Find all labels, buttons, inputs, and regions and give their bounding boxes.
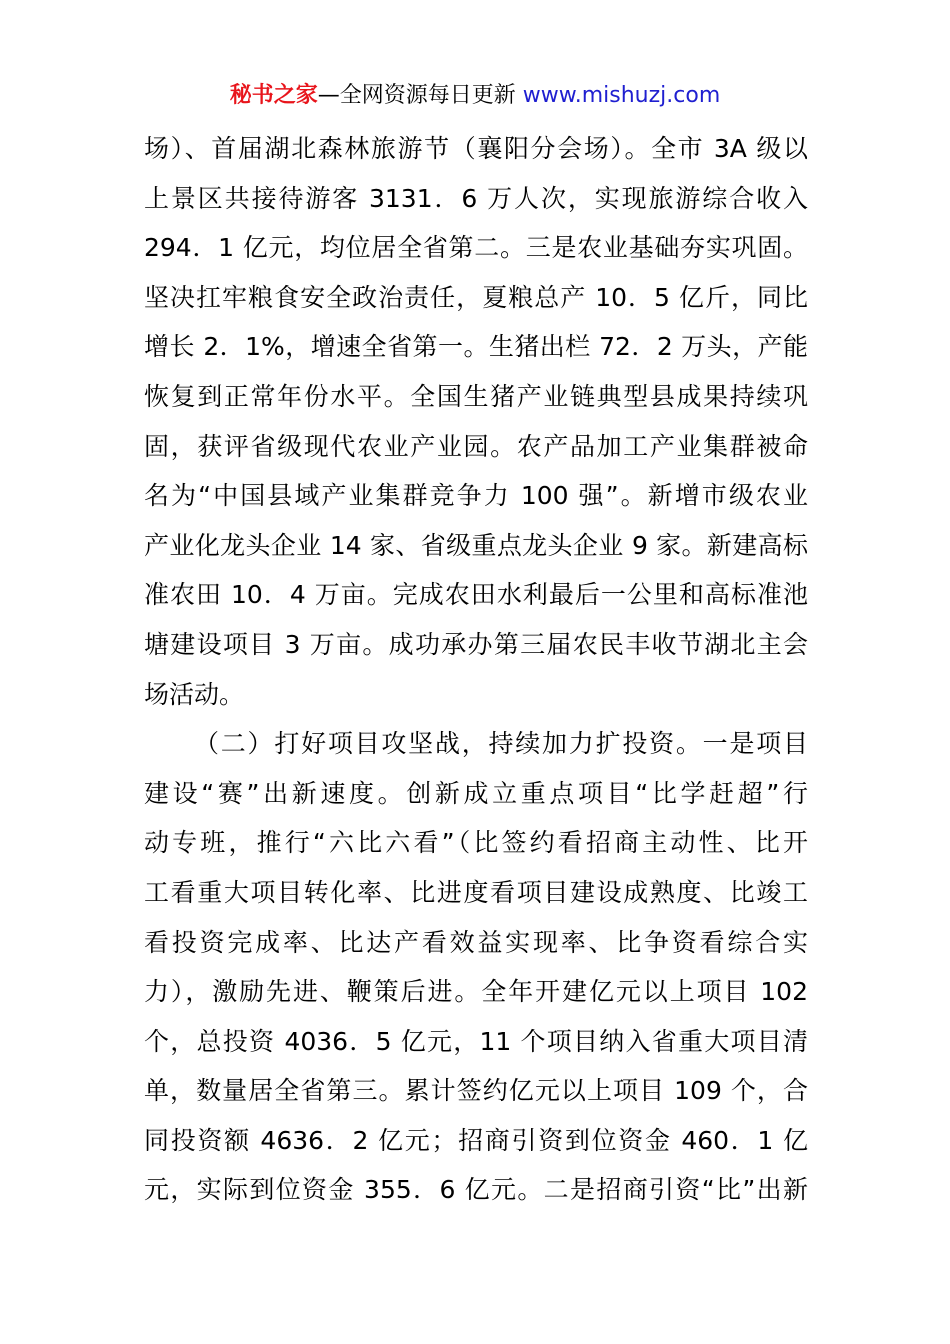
- text-line: 场活动。: [144, 679, 245, 709]
- text-line: 建设“赛”出新速度。创新成立重点项目“比学赶超”行: [144, 778, 808, 808]
- text-line: 固，获评省级现代农业产业园。农产品加工产业集群被命: [144, 431, 808, 461]
- text-line: 294．1 亿元，均位居全省第二。三是农业基础夯实巩固。: [144, 233, 808, 263]
- site-url[interactable]: www.mishuzj.com: [515, 83, 721, 108]
- text-line: 力），激励先进、鞭策后进。全年开建亿元以上项目 102: [144, 977, 808, 1007]
- site-header: [0, 80, 950, 112]
- text-line: 动专班，推行“六比六看”（比签约看招商主动性、比开: [144, 828, 808, 858]
- site-brand: 秘书之家: [229, 83, 318, 108]
- text-line: 名为“中国县域产业集群竞争力 100 强”。新增市级农业: [144, 481, 808, 511]
- site-tagline: —全网资源每日更新: [317, 83, 516, 108]
- text-line: 坚决扛牢粮食安全政治责任，夏粮总产 10．5 亿斤，同比: [144, 282, 808, 312]
- text-line: 塘建设项目 3 万亩。成功承办第三届农民丰收节湖北主会: [144, 629, 808, 659]
- text-line: 看投资完成率、比达产看效益实现率、比争资看综合实: [144, 927, 808, 957]
- text-line: 元，实际到位资金 355．6 亿元。二是招商引资“比”出新: [144, 1175, 808, 1205]
- body-text: [144, 124, 808, 1215]
- text-line: 产业化龙头企业 14 家、省级重点龙头企业 9 家。新建高标: [144, 530, 808, 560]
- text-line: 场）、首届湖北森林旅游节（襄阳分会场）。全市 3A 级以: [144, 134, 808, 163]
- text-line: 上景区共接待游客 3131．6 万人次，实现旅游综合收入: [144, 183, 808, 213]
- paragraph-first-line: （二）打好项目攻坚战，持续加力扩投资。一是项目: [194, 729, 808, 759]
- text-line: 单，数量居全省第三。累计签约亿元以上项目 109 个，合: [144, 1076, 808, 1106]
- text-line: 增长 2．1%，增速全省第一。生猪出栏 72．2 万头，产能: [144, 332, 808, 362]
- text-line: 工看重大项目转化率、比进度看项目建设成熟度、比竣工: [144, 877, 808, 907]
- text-line: 准农田 10．4 万亩。完成农田水利最后一公里和高标准池: [144, 580, 808, 610]
- text-line: 同投资额 4636．2 亿元；招商引资到位资金 460．1 亿: [144, 1125, 808, 1155]
- text-line: 恢复到正常年份水平。全国生猪产业链典型县成果持续巩: [144, 381, 808, 411]
- text-line: 个，总投资 4036．5 亿元，11 个项目纳入省重大项目清: [144, 1026, 808, 1056]
